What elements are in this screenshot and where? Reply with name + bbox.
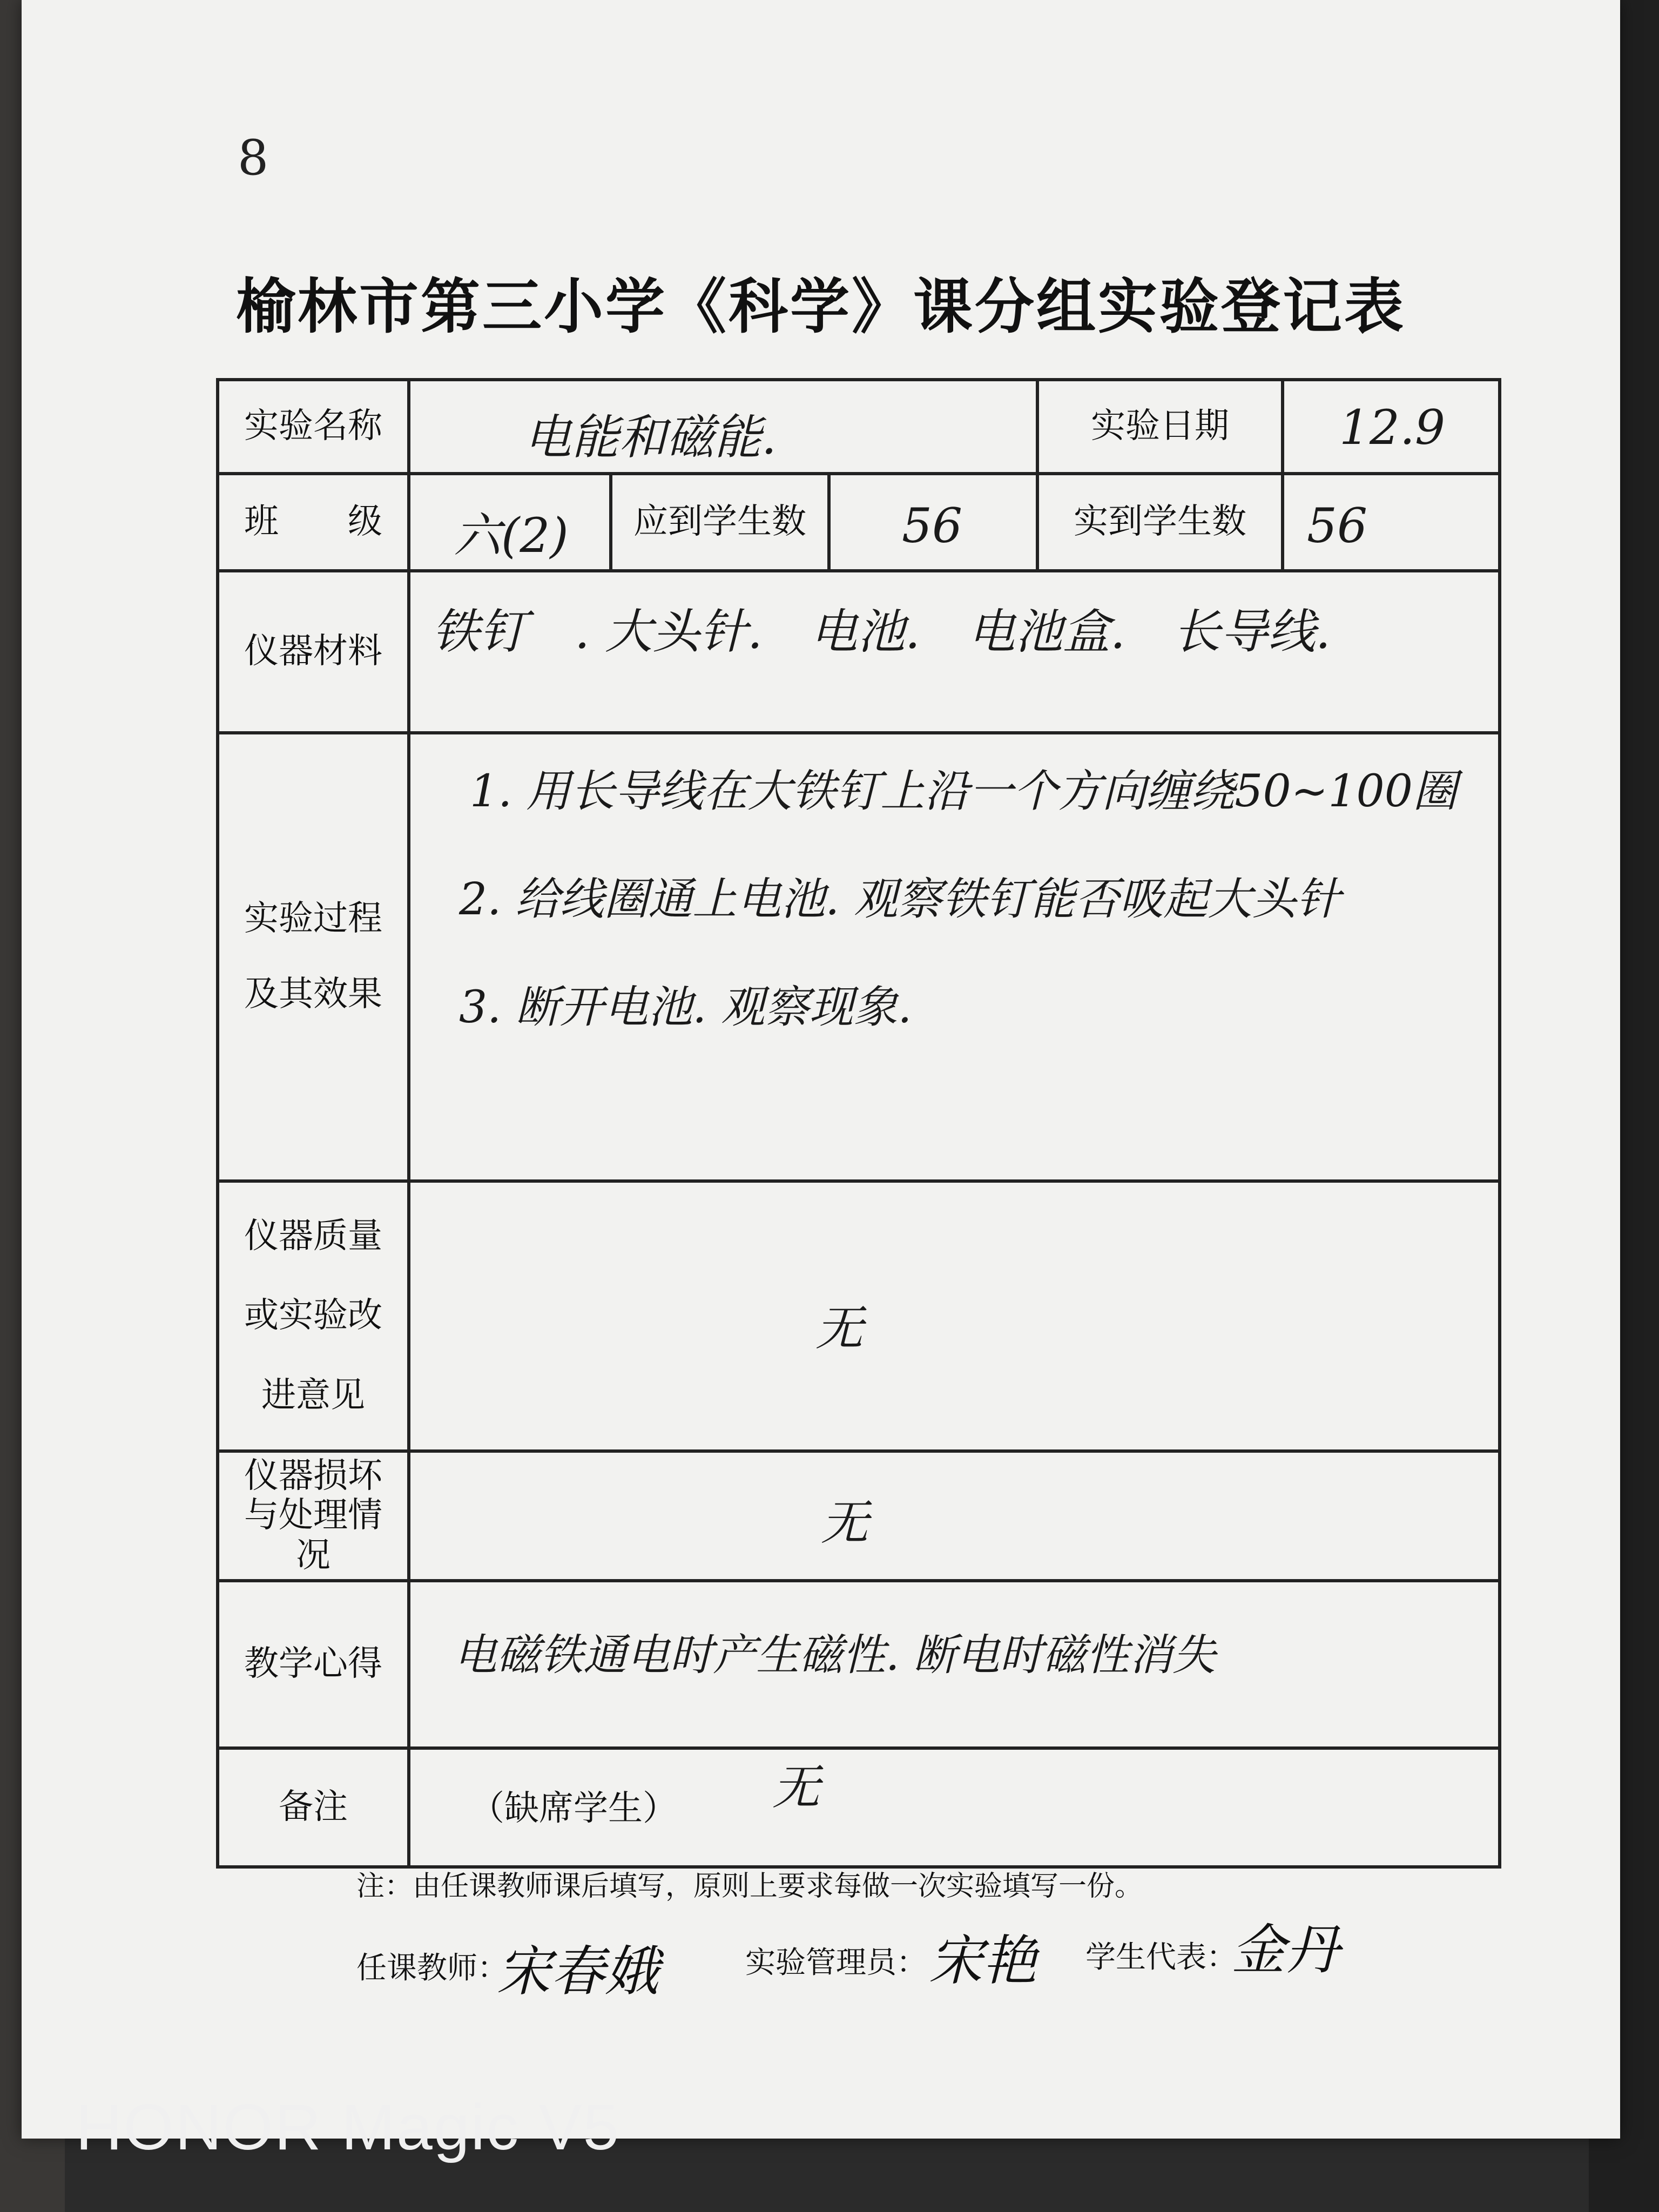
value-process-step1: 1. 用长导线在大铁钉上沿一个方向缠绕50~100圈 [470, 766, 1457, 817]
value-quality: 无 [815, 1300, 864, 1356]
label-process [216, 731, 410, 1183]
label-damage [216, 1449, 410, 1582]
label-quality-line2: 或实验改 [244, 1296, 382, 1336]
value-process-step3: 3. 断开电池. 观察现象. [459, 982, 912, 1033]
cell-damage-value [407, 1449, 1501, 1582]
label-expected-students: 应到学生数 [633, 502, 806, 542]
admin-signature: 宋艳 [929, 1929, 1037, 1992]
label-materials: 仪器材料 [244, 631, 382, 672]
label-experiment-name: 实验名称 [244, 406, 382, 447]
footer-note: 注：由任课教师课后填写，原则上要求每做一次实验填写一份。 [356, 1870, 1143, 1903]
cell-quality-value [407, 1179, 1501, 1453]
label-class: 班 级 [244, 502, 382, 542]
admin-label: 实验管理员： [745, 1945, 927, 1980]
paper-sheet [22, 0, 1620, 2139]
label-quality-line1: 仪器质量 [244, 1216, 382, 1257]
value-reflection: 电磁铁通电时产生磁性. 断电时磁性消失 [454, 1630, 1216, 1680]
value-damage: 无 [821, 1495, 869, 1550]
value-remarks: 无 [772, 1759, 820, 1815]
label-quality-line3: 进意见 [261, 1375, 365, 1415]
label-remarks: 备注 [279, 1787, 348, 1827]
label-process-line2: 及其效果 [244, 974, 382, 1014]
registration-form [216, 378, 1501, 1869]
label-process-line1: 实验过程 [244, 899, 382, 939]
camera-watermark: HONOR Magic V5 [76, 2091, 621, 2163]
label-damage-line3: 况 [296, 1535, 331, 1575]
student-rep-label: 学生代表： [1085, 1940, 1237, 1975]
value-process-step2: 2. 给线圈通上电池. 观察铁钉能否吸起大头针 [459, 874, 1341, 925]
corner-mark: 8 [238, 130, 269, 186]
value-experiment-date: 12.9 [1339, 400, 1445, 455]
label-damage-line1: 仪器损坏 [244, 1455, 382, 1496]
value-actual-students: 56 [1307, 498, 1367, 554]
student-rep-signature: 金丹 [1231, 1918, 1339, 1981]
label-experiment-date: 实验日期 [1091, 406, 1229, 447]
label-damage-line2: 与处理情 [244, 1495, 382, 1536]
value-class: 六(2) [454, 508, 569, 563]
label-reflection: 教学心得 [244, 1644, 382, 1684]
value-experiment-name: 电能和磁能. [524, 409, 777, 465]
label-quality [216, 1179, 410, 1453]
form-title: 榆林市第三小学《科学》课分组实验登记表 [236, 272, 1406, 341]
label-absent-students: （缺席学生） [470, 1789, 677, 1829]
value-materials: 铁钉 . 大头针. 电池. 电池盒. 长导线. [432, 604, 1331, 659]
teacher-label: 任课教师： [356, 1951, 508, 1986]
label-actual-students: 实到学生数 [1074, 502, 1246, 542]
value-expected-students: 56 [902, 498, 962, 554]
teacher-signature: 宋春娥 [497, 1940, 659, 2003]
